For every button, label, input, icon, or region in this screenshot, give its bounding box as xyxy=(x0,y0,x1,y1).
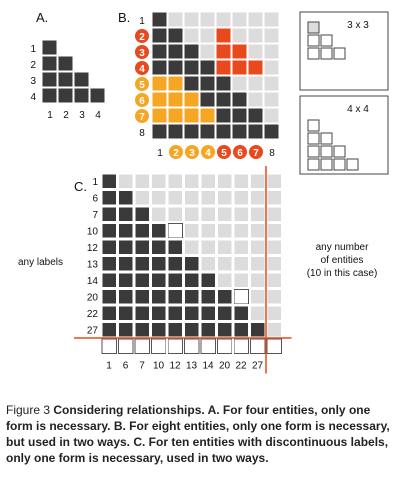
panel-b-cell xyxy=(248,44,263,59)
inset-4x4-cell xyxy=(321,146,332,157)
panel-c-cell xyxy=(218,290,233,305)
panel-c-col-label: 13 xyxy=(185,360,198,372)
panel-b-row-label: 3 xyxy=(139,48,145,59)
inset-4x4-cell xyxy=(321,159,332,170)
panel-b-orange-cell xyxy=(200,108,215,123)
panel-b xyxy=(118,10,279,159)
inset-3x3-cell xyxy=(308,48,319,59)
panel-c-cell xyxy=(102,240,117,255)
panel-c-cell xyxy=(185,273,200,288)
panel-b-orange-cell xyxy=(168,92,183,107)
inset-4x4-cell xyxy=(308,146,319,157)
panel-c-row-label: 12 xyxy=(86,243,98,254)
panel-a-cell xyxy=(42,88,57,103)
panel-c-row-label: 20 xyxy=(86,292,98,304)
panel-c-cell xyxy=(152,306,167,321)
panel-b-cell xyxy=(264,28,279,43)
panel-c-cell xyxy=(251,191,266,206)
panel-c-cell xyxy=(251,207,266,222)
panel-b-cell xyxy=(232,76,247,91)
panel-b-cell xyxy=(168,60,183,75)
panel-b-cell xyxy=(232,108,247,123)
panel-c-cell xyxy=(234,323,249,338)
panel-c-cell xyxy=(152,174,167,189)
panel-b-cell xyxy=(264,124,279,139)
panel-a-row-label: 1 xyxy=(30,44,36,55)
panel-b-cell xyxy=(200,12,215,27)
panel-c-cell xyxy=(267,191,282,206)
panel-c-cell xyxy=(119,339,134,354)
panel-b-row-label: 8 xyxy=(139,128,145,139)
panel-c-cell xyxy=(102,323,117,338)
panel-c-col-label: 10 xyxy=(152,360,165,372)
panel-b-cell xyxy=(232,12,247,27)
panel-c-cell xyxy=(234,257,249,272)
panel-c-row-label: 1 xyxy=(92,177,98,188)
panel-c-cell xyxy=(185,323,200,338)
panel-c-cell xyxy=(251,290,266,305)
panel-c-cell xyxy=(201,306,216,321)
panel-c-cell xyxy=(152,257,167,272)
panel-c-cell xyxy=(102,224,117,239)
panel-a-label: A. xyxy=(36,10,49,25)
panel-c-cell xyxy=(135,273,150,288)
panel-c-cell xyxy=(185,207,200,222)
panel-c-cell xyxy=(201,191,216,206)
panel-c-cell xyxy=(201,207,216,222)
panel-b-row-label: 4 xyxy=(139,64,145,75)
panel-c-col-label: 27 xyxy=(251,360,264,372)
panel-c-cell xyxy=(234,224,249,239)
panel-b-col-label: 5 xyxy=(221,148,227,159)
panel-c-cell xyxy=(218,191,233,206)
panel-b-cell xyxy=(216,76,231,91)
panel-c-cell xyxy=(102,306,117,321)
panel-c-cell xyxy=(102,257,117,272)
panel-c-cell xyxy=(152,191,167,206)
panel-c-cell xyxy=(185,339,200,354)
panel-c-cell xyxy=(135,339,150,354)
panel-b-col-label: 8 xyxy=(269,148,275,159)
panel-b-cell xyxy=(232,124,247,139)
panel-c-cell xyxy=(201,257,216,272)
panel-b-cell xyxy=(200,76,215,91)
panel-b-cell xyxy=(200,92,215,107)
panel-c-cell xyxy=(168,290,183,305)
inset-4x4-cell xyxy=(308,133,319,144)
panel-c-cell xyxy=(251,224,266,239)
panel-c-cell xyxy=(234,273,249,288)
panel-a-cell xyxy=(74,88,89,103)
panel-b-cell xyxy=(168,124,183,139)
panel-b-red-cell xyxy=(248,60,263,75)
panel-b-cell xyxy=(216,124,231,139)
panel-b-red-cell xyxy=(216,28,231,43)
panel-c-row-label: 13 xyxy=(86,259,98,271)
panel-c-cell xyxy=(168,306,183,321)
panel-b-red-cell xyxy=(232,44,247,59)
panel-c-cell xyxy=(135,290,150,305)
panel-c-cell xyxy=(119,240,134,255)
figure-caption xyxy=(6,402,392,466)
panel-c-cell xyxy=(218,240,233,255)
panel-a-col-label: 1 xyxy=(47,110,53,121)
panel-c-cell xyxy=(267,174,282,189)
panel-b-cell xyxy=(184,12,199,27)
panel-b-cell xyxy=(168,12,183,27)
panel-b-row-label: 2 xyxy=(139,32,145,43)
inset-3x3-cell xyxy=(334,48,345,59)
inset-4x4-cell xyxy=(334,146,345,157)
panel-c-cell xyxy=(234,339,249,354)
panel-c-cell xyxy=(168,224,183,239)
panel-c-cell xyxy=(201,224,216,239)
panel-a-col-label: 2 xyxy=(63,110,69,121)
panel-c-cell xyxy=(168,257,183,272)
panel-c-cell xyxy=(234,207,249,222)
panel-c-cell xyxy=(251,257,266,272)
panel-b-red-cell xyxy=(216,60,231,75)
panel-b-cell xyxy=(184,124,199,139)
panel-c-cell xyxy=(185,257,200,272)
panel-c-cell xyxy=(168,207,183,222)
panel-c-cell xyxy=(267,224,282,239)
panel-b-cell xyxy=(152,60,167,75)
panel-b-row-label: 5 xyxy=(139,80,145,91)
panel-c-cell xyxy=(152,240,167,255)
panel-c-cell xyxy=(119,306,134,321)
panel-c-cell xyxy=(119,323,134,338)
panel-a-col-label: 4 xyxy=(95,110,101,121)
panel-b-cell xyxy=(200,44,215,59)
panel-c-cell xyxy=(251,306,266,321)
panel-b-col-label: 6 xyxy=(237,148,243,159)
panel-c-cell xyxy=(267,273,282,288)
panel-a-cell xyxy=(42,40,57,55)
panel-c-cell xyxy=(218,224,233,239)
panel-c-cell xyxy=(119,290,134,305)
panel-b-cell xyxy=(264,76,279,91)
panel-c-col-label: 7 xyxy=(139,360,145,372)
inset-3x3-cell xyxy=(321,48,332,59)
panel-b-cell xyxy=(200,28,215,43)
panel-c-left-note: any labels xyxy=(18,257,64,268)
panel-c-cell xyxy=(152,339,167,354)
panel-a-cell xyxy=(58,88,73,103)
caption-bold: Considering relationships. A. For four entities, only one form is necessary. B. For eight entities, only one form is necessary, but used in two ways. C. For ten entities with discontinuous labels, only one form is necessary, used in two ways. xyxy=(6,403,390,465)
panel-c-cell xyxy=(201,290,216,305)
panel-b-cell xyxy=(248,12,263,27)
panel-b-cell xyxy=(248,92,263,107)
panel-c xyxy=(18,166,377,374)
panel-c-row-label: 6 xyxy=(92,193,98,205)
panel-a-cell xyxy=(90,88,105,103)
panel-c-cell xyxy=(168,273,183,288)
panel-b-cell xyxy=(152,108,167,123)
panel-b-cell xyxy=(264,108,279,123)
panel-c-cell xyxy=(201,339,216,354)
panel-b-cell xyxy=(248,28,263,43)
panel-b-row-label: 7 xyxy=(139,112,145,123)
inset-3x3-cell xyxy=(308,22,319,33)
panel-c-row-label: 27 xyxy=(86,325,98,337)
panel-c-cell xyxy=(185,191,200,206)
panel-a-row-label: 3 xyxy=(30,76,36,87)
panel-b-red-cell xyxy=(232,60,247,75)
panel-b-cell xyxy=(184,60,199,75)
panel-a-col-label: 3 xyxy=(79,110,85,121)
panel-c-cell xyxy=(135,224,150,239)
panel-c-cell xyxy=(218,207,233,222)
panel-c-cell xyxy=(119,191,134,206)
panel-c-cell xyxy=(234,191,249,206)
panel-c-cell xyxy=(251,323,266,338)
panel-a-cell xyxy=(58,72,73,87)
panel-c-right-note: of entities xyxy=(320,255,364,266)
panel-c-col-label: 22 xyxy=(235,360,247,372)
inset-4x4-cell xyxy=(321,133,332,144)
panel-c-cell xyxy=(234,306,249,321)
panel-b-cell xyxy=(168,44,183,59)
panel-b-cell xyxy=(152,92,167,107)
panel-c-cell xyxy=(251,174,266,189)
panel-c-cell xyxy=(152,224,167,239)
panel-c-col-label: 14 xyxy=(202,360,214,372)
panel-c-cell xyxy=(119,257,134,272)
panel-a-cell xyxy=(42,72,57,87)
panel-a-row-label: 2 xyxy=(30,60,36,71)
panel-c-cell xyxy=(251,339,266,354)
panel-b-cell xyxy=(200,124,215,139)
panel-c-cell xyxy=(218,273,233,288)
panel-c-cell xyxy=(201,240,216,255)
panel-c-cell xyxy=(251,273,266,288)
panel-c-cell xyxy=(135,306,150,321)
panel-c-cell xyxy=(185,224,200,239)
panel-c-cell xyxy=(218,339,233,354)
panel-c-cell xyxy=(218,323,233,338)
panel-b-cell xyxy=(248,76,263,91)
panel-c-cell xyxy=(119,207,134,222)
panel-c-cell xyxy=(218,306,233,321)
panel-c-cell xyxy=(218,174,233,189)
panel-b-col-label: 2 xyxy=(173,148,179,159)
panel-b-cell xyxy=(200,60,215,75)
panel-c-cell xyxy=(218,257,233,272)
panel-c-row-label: 22 xyxy=(86,309,98,320)
panel-b-cell xyxy=(216,92,231,107)
panel-c-col-label: 6 xyxy=(122,360,129,372)
panel-b-orange-cell xyxy=(168,108,183,123)
inset-3x3-cell xyxy=(308,35,319,46)
panel-c-cell xyxy=(102,207,117,222)
panel-b-cell xyxy=(264,92,279,107)
inset-4x4-label: 4 x 4 xyxy=(347,104,369,115)
panel-c-cell xyxy=(267,306,282,321)
panel-c-cell xyxy=(267,240,282,255)
panel-a-cell xyxy=(74,72,89,87)
panel-b-cell xyxy=(248,124,263,139)
panel-b-cell xyxy=(168,28,183,43)
panel-c-cell xyxy=(251,240,266,255)
panel-c-cell xyxy=(168,174,183,189)
panel-c-cell xyxy=(152,290,167,305)
panel-c-cell xyxy=(135,191,150,206)
panel-c-cell xyxy=(168,240,183,255)
panel-c-cell xyxy=(168,191,183,206)
panel-b-cell xyxy=(248,108,263,123)
panel-c-cell xyxy=(234,240,249,255)
inset-4x4 xyxy=(300,96,388,174)
panel-b-col-label: 7 xyxy=(253,148,259,159)
panel-b-cell xyxy=(232,92,247,107)
panel-c-cell xyxy=(267,290,282,305)
panel-c-right-note: any number xyxy=(315,242,369,253)
panel-c-row-label: 7 xyxy=(92,210,98,221)
panel-c-cell xyxy=(135,257,150,272)
panel-b-cell xyxy=(152,28,167,43)
inset-3x3-label: 3 x 3 xyxy=(347,20,369,31)
panel-b-cell xyxy=(184,28,199,43)
panel-c-cell xyxy=(135,174,150,189)
panel-b-cell xyxy=(216,108,231,123)
panel-b-cell xyxy=(184,76,199,91)
panel-c-cell xyxy=(267,339,282,354)
panel-c-cell xyxy=(135,240,150,255)
panel-c-row-label: 10 xyxy=(86,226,98,238)
panel-b-orange-cell xyxy=(184,108,199,123)
panel-c-cell xyxy=(234,290,249,305)
panel-c-col-label: 20 xyxy=(218,360,231,372)
panel-c-col-label: 12 xyxy=(169,360,181,372)
panel-c-cell xyxy=(135,323,150,338)
panel-c-cell xyxy=(201,323,216,338)
panel-b-cell xyxy=(184,44,199,59)
panel-b-row-label: 1 xyxy=(139,16,145,27)
panel-c-cell xyxy=(267,323,282,338)
panel-b-orange-cell xyxy=(168,76,183,91)
panel-c-cell xyxy=(119,224,134,239)
panel-c-cell xyxy=(185,306,200,321)
panel-c-cell xyxy=(234,174,249,189)
panel-c-cell xyxy=(267,257,282,272)
panel-c-cell xyxy=(152,323,167,338)
panel-c-cell xyxy=(102,290,117,305)
panel-c-cell xyxy=(201,273,216,288)
panel-c-cell xyxy=(185,174,200,189)
inset-4x4-cell xyxy=(334,159,345,170)
panel-c-cell xyxy=(168,323,183,338)
panel-b-col-label: 3 xyxy=(189,148,195,159)
inset-4x4-cell xyxy=(308,120,319,131)
panel-b-cell xyxy=(232,28,247,43)
inset-4x4-cell xyxy=(347,159,358,170)
inset-3x3 xyxy=(300,12,388,90)
panel-c-cell xyxy=(185,240,200,255)
panel-c-cell xyxy=(152,207,167,222)
panel-c-cell xyxy=(185,290,200,305)
panel-c-cell xyxy=(201,174,216,189)
panel-b-col-label: 1 xyxy=(157,148,163,159)
panel-c-col-label: 1 xyxy=(106,360,112,372)
panel-c-cell xyxy=(152,273,167,288)
panel-b-label: B. xyxy=(118,10,131,25)
panel-a-cell xyxy=(42,56,57,71)
panel-b-orange-cell xyxy=(184,92,199,107)
panel-c-right-note: (10 in this case) xyxy=(306,268,378,279)
panel-c-row-label: 14 xyxy=(86,276,98,287)
panel-a xyxy=(30,10,105,121)
inset-3x3-cell xyxy=(321,35,332,46)
panel-b-row-label: 6 xyxy=(139,96,145,107)
panel-c-cell xyxy=(119,174,134,189)
panel-b-cell xyxy=(216,12,231,27)
panel-c-cell xyxy=(267,207,282,222)
panel-c-label: C. xyxy=(74,179,87,194)
panel-b-cell xyxy=(264,12,279,27)
panel-c-cell xyxy=(102,191,117,206)
panel-b-cell xyxy=(152,124,167,139)
panel-b-cell xyxy=(264,44,279,59)
panel-c-cell xyxy=(102,339,117,354)
panel-b-cell xyxy=(152,12,167,27)
panel-b-col-label: 4 xyxy=(205,148,211,159)
panel-b-cell xyxy=(152,76,167,91)
panel-b-red-cell xyxy=(216,44,231,59)
panel-c-cell xyxy=(102,273,117,288)
panel-b-cell xyxy=(152,44,167,59)
panel-c-cell xyxy=(168,339,183,354)
panel-c-cell xyxy=(119,273,134,288)
panel-a-cell xyxy=(58,56,73,71)
panel-b-cell xyxy=(264,60,279,75)
panel-c-cell xyxy=(102,174,117,189)
panel-a-row-label: 4 xyxy=(30,92,36,103)
caption-prefix: Figure 3 xyxy=(6,403,54,417)
inset-4x4-cell xyxy=(308,159,319,170)
panel-c-cell xyxy=(135,207,150,222)
